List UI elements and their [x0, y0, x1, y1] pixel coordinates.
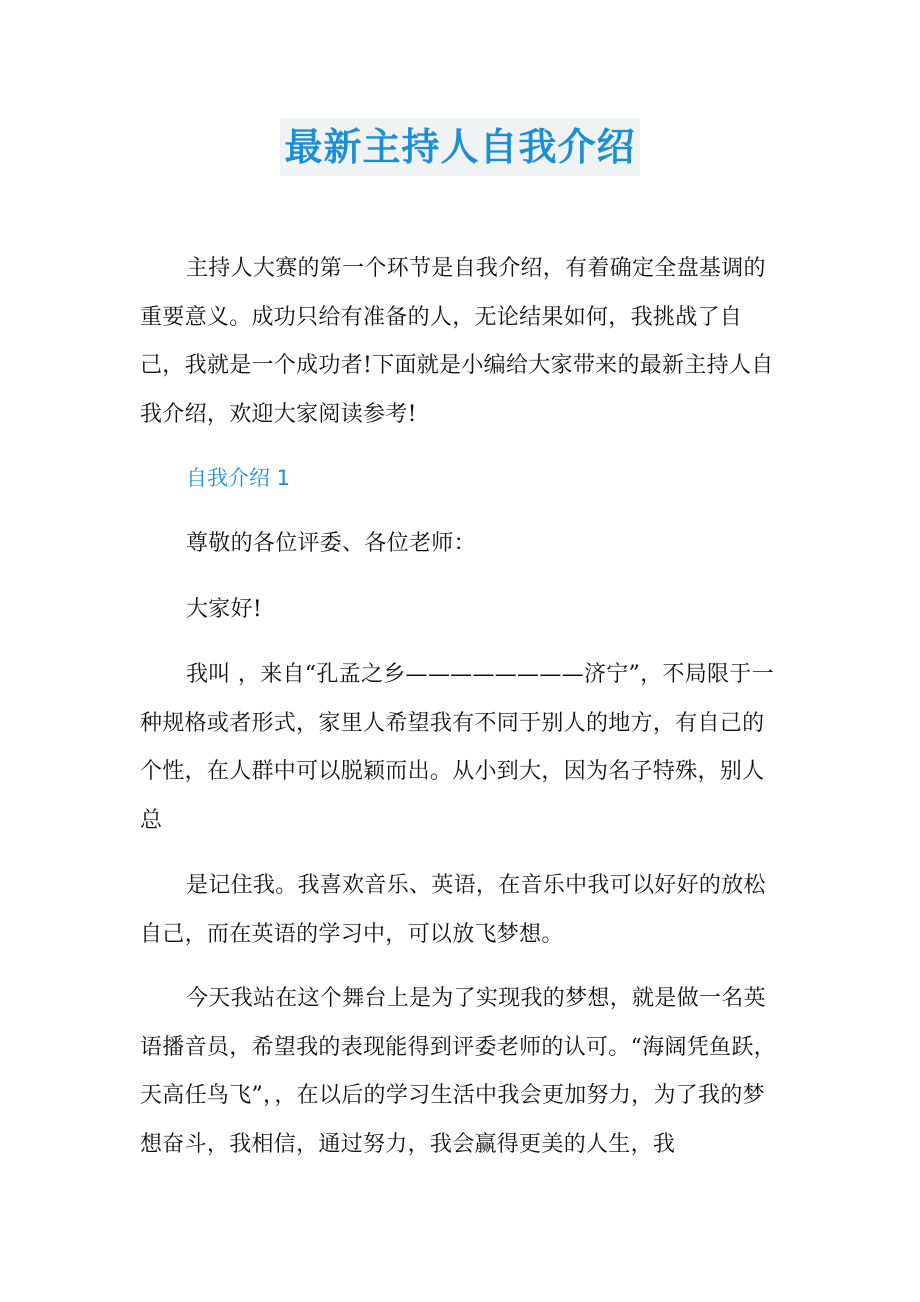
- body-paragraph: 我叫 ，来自“孔孟之乡————————济宁”，不局限于一种规格或者形式，家里人希望我有不同于别人的地方，有自己的个性，在人群中可以脱颖而出。从小到大，因为名子特殊，别人总: [140, 662, 774, 833]
- body-paragraph: 是记住我。我喜欢音乐、英语，在音乐中我可以好好的放松自己，而在英语的学习中，可以放飞梦想。: [140, 873, 766, 947]
- section-heading: 自我介绍 1: [186, 466, 291, 490]
- title-container: [0, 118, 920, 176]
- body-paragraph: 今天我站在这个舞台上是为了实现我的梦想，就是做一名英语播音员，希望我的表现能得到评委老师的认可。“海阔凭鱼跃，天高任鸟飞”，，在以后的学习生活中我会更加努力，为了我的梦想奋斗，我相信，通过努力，我会赢得更美的人生，我: [140, 986, 776, 1157]
- intro-paragraph: 主持人大赛的第一个环节是自我介绍，有着确定全盘基调的重要意义。成功只给有准备的人，无论结果如何，我挑战了自己，我就是一个成功者!下面就是小编给大家带来的最新主持人自我介绍，欢迎大家阅读参考!: [140, 256, 774, 427]
- salutation-paragraph: 尊敬的各位评委、各位老师：: [186, 531, 476, 556]
- page-title: 最新主持人自我介绍: [280, 118, 639, 176]
- greeting-paragraph: 大家好!: [186, 597, 263, 622]
